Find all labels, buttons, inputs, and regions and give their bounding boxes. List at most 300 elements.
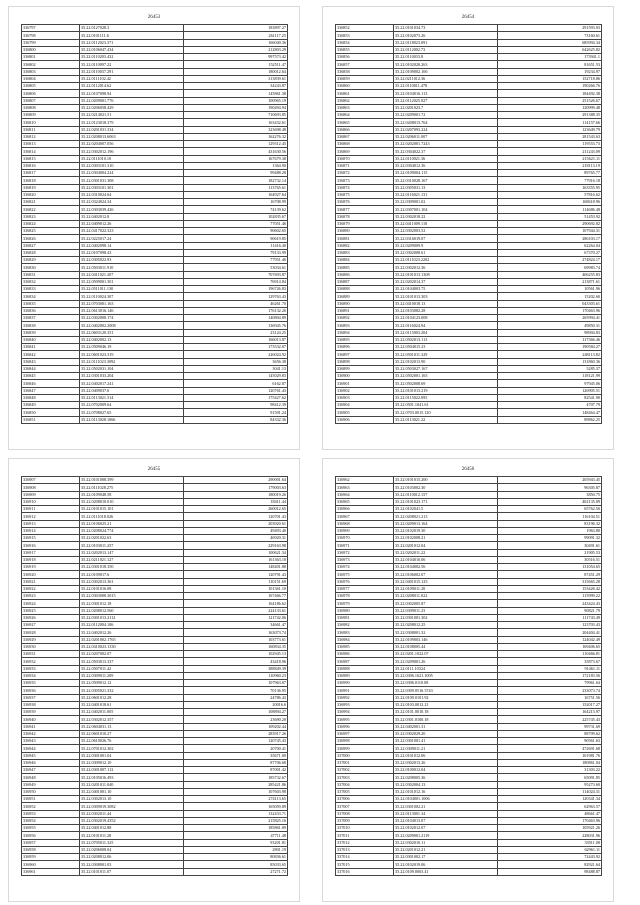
row-id-cell: 336898 xyxy=(336,358,394,365)
value-cell: 3041.13 xyxy=(184,365,288,372)
row-id-cell: 336895 xyxy=(336,336,394,343)
table-row xyxy=(22,622,288,629)
row-id-cell: 336899 xyxy=(336,365,394,372)
code-cell: 35.22.0302012.36 xyxy=(394,264,498,271)
row-id-cell: 336810 xyxy=(22,119,80,126)
table-row xyxy=(336,861,602,868)
table-row xyxy=(22,39,288,46)
value-cell: 283917.26 xyxy=(184,730,288,737)
row-id-cell: 336845 xyxy=(22,373,80,380)
value-cell: 33911.08 xyxy=(498,839,602,846)
code-cell: 35.22.0207093.224 xyxy=(394,126,498,133)
value-cell: 205943.45 xyxy=(498,477,602,484)
code-cell: 35.22.0502031.104 xyxy=(80,365,184,372)
table-row xyxy=(336,119,602,126)
code-cell: 35.22.0503011.910 xyxy=(80,264,184,271)
code-cell: 35.22.0109002.106 xyxy=(394,68,498,75)
table-row xyxy=(336,141,602,148)
code-cell: 35.22.0208010.010 xyxy=(80,498,184,505)
table-row xyxy=(336,191,602,198)
table-row xyxy=(22,701,288,708)
value-cell: 265994.41 xyxy=(498,315,602,322)
table-row xyxy=(22,803,288,810)
value-cell: 31303.22 xyxy=(498,767,602,774)
value-cell: 118121.99 xyxy=(498,373,602,380)
row-id-cell: 336985 xyxy=(336,643,394,650)
table-row xyxy=(336,300,602,307)
code-cell: 35.22.0206008.04 xyxy=(80,846,184,853)
table-row xyxy=(22,832,288,839)
value-cell: 163355.95 xyxy=(498,184,602,191)
table-row xyxy=(22,796,288,803)
code-cell: 35.22.0501011.329 xyxy=(394,351,498,358)
table-row xyxy=(22,170,288,177)
table-row xyxy=(336,694,602,701)
row-id-cell: 336862 xyxy=(336,97,394,104)
sheet-page-2 xyxy=(322,6,614,450)
row-id-cell: 336947 xyxy=(22,767,80,774)
value-cell: 110466.81 xyxy=(498,651,602,658)
row-id-cell: 336852 xyxy=(336,25,394,32)
row-id-cell: 336897 xyxy=(336,351,394,358)
row-id-cell: 336855 xyxy=(336,46,394,53)
value-cell: 77051.46 xyxy=(184,220,288,227)
table-row xyxy=(336,796,602,803)
code-cell: 35.22.0306.0110.08 xyxy=(394,680,498,687)
table-row xyxy=(336,600,602,607)
value-cell: 165059.89 xyxy=(184,803,288,810)
code-cell: 35.22.0301.0100.18 xyxy=(394,716,498,723)
row-id-cell: 336978 xyxy=(336,593,394,600)
code-cell: 35.22.0101011.07 xyxy=(80,868,184,875)
row-id-cell: 336923 xyxy=(22,593,80,600)
code-cell: 35.22.0302005.87 xyxy=(394,600,498,607)
code-cell: 35.22.0610026.76 xyxy=(80,738,184,745)
code-cell: 35.22.0302012.196 xyxy=(80,148,184,155)
table-row xyxy=(336,759,602,766)
row-id-cell: 336812 xyxy=(22,133,80,140)
row-id-cell: 336950 xyxy=(22,788,80,795)
value-cell: 290001.64 xyxy=(184,477,288,484)
value-cell: 215621.11 xyxy=(498,155,602,162)
table-row xyxy=(336,97,602,104)
value-cell: 180861.04 xyxy=(498,759,602,766)
table-row xyxy=(336,155,602,162)
code-cell: 35.22.0303101.301 xyxy=(80,184,184,191)
code-cell: 35.22.0708027.65 xyxy=(80,409,184,416)
value-cell: 23124.25 xyxy=(184,329,288,336)
value-cell: 281543.63 xyxy=(498,133,602,140)
value-cell: 164213.97 xyxy=(498,709,602,716)
code-cell: 35.22.0104003.75 xyxy=(394,286,498,293)
table-row xyxy=(336,491,602,498)
code-cell: 35.22.0208012.06 xyxy=(80,854,184,861)
table-row xyxy=(336,242,602,249)
table-row xyxy=(22,126,288,133)
table-row xyxy=(22,723,288,730)
value-cell: 406255.83 xyxy=(498,271,602,278)
table-row xyxy=(22,527,288,534)
value-cell: 120341.34 xyxy=(498,796,602,803)
code-cell: 35.22.0209001.2119 xyxy=(394,832,498,839)
row-id-cell: 336995 xyxy=(336,716,394,723)
value-cell: 90602.65 xyxy=(184,228,288,235)
table-row xyxy=(22,825,288,832)
value-cell: 180019.26 xyxy=(184,491,288,498)
table-row xyxy=(336,665,602,672)
code-cell: 35.22.0509046.19 xyxy=(80,344,184,351)
row-id-cell: 336885 xyxy=(336,264,394,271)
code-cell: 35.22.0103002.30 xyxy=(394,484,498,491)
code-cell: 35.22.0201031.334 xyxy=(80,126,184,133)
value-cell: 111743.49 xyxy=(498,614,602,621)
row-id-cell: 336829 xyxy=(22,257,80,264)
row-id-cell: 336921 xyxy=(22,578,80,585)
table-row xyxy=(22,817,288,824)
table-row xyxy=(336,868,602,875)
code-cell: 35.22.0304012.36 xyxy=(394,162,498,169)
table-row xyxy=(336,549,602,556)
table-row xyxy=(22,83,288,90)
row-id-cell: 336987 xyxy=(336,658,394,665)
value-cell: 274113.65 xyxy=(184,796,288,803)
value-cell: 47711.48 xyxy=(184,832,288,839)
table-row xyxy=(22,498,288,505)
value-cell: 1963.80 xyxy=(498,527,602,534)
table-row xyxy=(336,177,602,184)
value-cell: 53034.61 xyxy=(184,264,288,271)
table-row xyxy=(336,513,602,520)
row-id-cell: 337001 xyxy=(336,759,394,766)
value-cell: 107603.98 xyxy=(184,788,288,795)
code-cell: 35.22.0111023.3092 xyxy=(80,358,184,365)
row-id-cell: 336961 xyxy=(22,868,80,875)
code-cell: 35.22.0502001.165 xyxy=(394,373,498,380)
value-cell: 16708.99 xyxy=(184,199,288,206)
row-id-cell: 336801 xyxy=(22,54,80,61)
row-id-cell: 336858 xyxy=(336,68,394,75)
value-cell: 132433.71 xyxy=(184,810,288,817)
value-cell: 233073.74 xyxy=(498,687,602,694)
value-cell: 153426.42 xyxy=(498,585,602,592)
value-cell: 70136.95 xyxy=(184,687,288,694)
code-cell: 35.22.0417022.323 xyxy=(80,228,184,235)
code-cell: 35.22.0100012.04 xyxy=(394,767,498,774)
value-cell: 11416.40 xyxy=(184,242,288,249)
row-id-cell: 336846 xyxy=(22,380,80,387)
row-id-cell: 336951 xyxy=(22,796,80,803)
value-cell: 251526.67 xyxy=(498,97,602,104)
value-cell: 96305.87 xyxy=(498,484,602,491)
row-id-cell: 336949 xyxy=(22,781,80,788)
row-id-cell: 336940 xyxy=(22,716,80,723)
value-cell: 291593.03 xyxy=(498,25,602,32)
table-row xyxy=(336,373,602,380)
code-cell: 35.22.0208013.6063 xyxy=(80,133,184,140)
code-cell: 35.22.0302003.52 xyxy=(394,228,498,235)
code-cell: 35.22.0202011.22 xyxy=(394,549,498,556)
code-cell: 35.22.0102008.21 xyxy=(394,535,498,542)
row-id-cell: 336867 xyxy=(336,133,394,140)
value-cell: 148401.88 xyxy=(184,564,288,571)
row-id-cell: 336956 xyxy=(22,832,80,839)
code-cell: 35.22.0103.0012.21 xyxy=(394,701,498,708)
code-cell: 35.22.0307001.104 xyxy=(394,206,498,213)
value-cell: 224133.61 xyxy=(184,607,288,614)
value-cell: 110151.69 xyxy=(184,578,288,585)
code-cell: 35.22.0110097.22 xyxy=(80,61,184,68)
code-cell: 35.22.0208012.25 xyxy=(394,622,498,629)
row-id-cell: 336959 xyxy=(22,854,80,861)
data-table xyxy=(21,476,288,876)
table-row xyxy=(336,336,602,343)
row-id-cell: 336958 xyxy=(22,846,80,853)
code-cell: 35.22.0304004.224 xyxy=(80,170,184,177)
code-cell: 35.22.0303008.3015 xyxy=(80,593,184,600)
row-id-cell: 336880 xyxy=(336,228,394,235)
table-row xyxy=(22,54,288,61)
sheet-page-4 xyxy=(322,458,614,902)
row-id-cell: 336901 xyxy=(336,380,394,387)
code-cell: 35.22.0112004.106 xyxy=(80,622,184,629)
row-id-cell: 336904 xyxy=(336,402,394,409)
value-cell: 107963.07 xyxy=(184,680,288,687)
row-id-cell: 336806 xyxy=(22,90,80,97)
row-id-cell: 336894 xyxy=(336,329,394,336)
value-cell: 124042.49 xyxy=(498,636,602,643)
row-id-cell: 337010 xyxy=(336,825,394,832)
table-row xyxy=(336,162,602,169)
table-row xyxy=(22,286,288,293)
row-id-cell: 336996 xyxy=(336,723,394,730)
row-id-cell: 336937 xyxy=(22,694,80,701)
row-id-cell: 336999 xyxy=(336,745,394,752)
table-row xyxy=(22,257,288,264)
value-cell: 152017.27 xyxy=(498,701,602,708)
code-cell: 35.22.0202001.7243 xyxy=(394,141,498,148)
code-cell: 35.22.0302011.44 xyxy=(80,810,184,817)
value-cell: 5285.37 xyxy=(498,365,602,372)
value-cell: 27271.72 xyxy=(184,868,288,875)
code-cell: 35.22.0109.0003.41 xyxy=(394,868,498,875)
code-cell: 35.22.0118023.091 xyxy=(394,39,498,46)
value-cell: 402135.09 xyxy=(498,498,602,505)
table-row xyxy=(22,687,288,694)
value-cell: 145861.38 xyxy=(184,90,288,97)
table-row xyxy=(22,344,288,351)
value-cell: 185861.09 xyxy=(184,825,288,832)
value-cell: 98488.87 xyxy=(498,868,602,875)
row-id-cell: 336815 xyxy=(22,155,80,162)
table-row xyxy=(22,155,288,162)
table-row xyxy=(336,723,602,730)
table-row xyxy=(336,607,602,614)
row-id-cell: 336819 xyxy=(22,184,80,191)
code-cell: 35.22.0601023.319 xyxy=(80,351,184,358)
value-cell: 101361.10 xyxy=(184,585,288,592)
code-cell: 35.22.0411009.118 xyxy=(394,220,498,227)
row-id-cell: 336851 xyxy=(22,416,80,423)
row-id-cell: 336804 xyxy=(22,75,80,82)
value-cell: 120745.43 xyxy=(184,738,288,745)
value-cell: 313839.61 xyxy=(184,75,288,82)
value-cell: 140804.89 xyxy=(184,315,288,322)
value-cell: 4707.79 xyxy=(498,402,602,409)
table-row xyxy=(22,336,288,343)
table-row xyxy=(336,271,602,278)
code-cell: 35.22.0502008.69 xyxy=(394,380,498,387)
code-cell: 35.22.0202014.37 xyxy=(394,278,498,285)
value-cell: 65091.85 xyxy=(498,774,602,781)
table-row xyxy=(336,535,602,542)
value-cell: 1364.90 xyxy=(184,162,288,169)
table-row xyxy=(336,32,602,39)
code-cell: 35.22.0402012.26 xyxy=(80,629,184,636)
row-id-cell: 336798 xyxy=(22,32,80,39)
row-id-cell: 336890 xyxy=(336,300,394,307)
value-cell: 18411.44 xyxy=(184,498,288,505)
row-id-cell: 336972 xyxy=(336,549,394,556)
code-cell: 35.22.0601012.28 xyxy=(80,694,184,701)
code-cell: 35.22.0302019.4352 xyxy=(80,817,184,824)
code-cell: 35.22.0101111.6 xyxy=(80,32,184,39)
code-cell: 35.22.0302008.174 xyxy=(80,315,184,322)
code-cell: 35.22.0304022.37 xyxy=(394,148,498,155)
row-id-cell: 336982 xyxy=(336,622,394,629)
sheet-title: 26456 xyxy=(461,467,475,472)
value-cell: 62963.57 xyxy=(498,803,602,810)
row-id-cell: 336936 xyxy=(22,687,80,694)
value-cell: 710693.85 xyxy=(184,112,288,119)
value-cell: 180012.64 xyxy=(184,68,288,75)
row-id-cell: 336873 xyxy=(336,177,394,184)
code-cell: 35.22.0324024.34 xyxy=(80,199,184,206)
code-cell: 35.22.0410018.13 xyxy=(394,300,498,307)
code-cell: 35.22.0113001.34 xyxy=(394,810,498,817)
code-cell: 35.22.0201012.04 xyxy=(394,542,498,549)
value-cell: 162276.32 xyxy=(184,133,288,140)
value-cell: 183897.27 xyxy=(184,25,288,32)
code-cell: 35.22.0102012.07 xyxy=(394,825,498,832)
value-cell: 167466.77 xyxy=(184,593,288,600)
table-row xyxy=(22,184,288,191)
value-cell: 685994.34 xyxy=(498,39,602,46)
row-id-cell: 336837 xyxy=(22,315,80,322)
code-cell: 35.22.0112014.62 xyxy=(80,83,184,90)
table-row xyxy=(22,535,288,542)
code-cell: 35.22.0208021.213 xyxy=(394,513,498,520)
row-id-cell: 336872 xyxy=(336,170,394,177)
value-cell: 164927.64 xyxy=(184,191,288,198)
table-row xyxy=(22,571,288,578)
table-row xyxy=(22,351,288,358)
table-row xyxy=(22,658,288,665)
table-row xyxy=(22,162,288,169)
table-row xyxy=(336,658,602,665)
value-cell: 172183.56 xyxy=(498,672,602,679)
table-row xyxy=(22,199,288,206)
row-id-cell: 336882 xyxy=(336,242,394,249)
row-id-cell: 337004 xyxy=(336,781,394,788)
code-cell: 35.22.0301001.302 xyxy=(394,614,498,621)
code-cell: 35.22.0101023.171 xyxy=(394,498,498,505)
code-cell: 35.22.0309011.21 xyxy=(394,745,498,752)
value-cell: 15202.60 xyxy=(498,293,602,300)
row-id-cell: 336822 xyxy=(22,206,80,213)
table-row xyxy=(336,520,602,527)
row-id-cell: 336998 xyxy=(336,738,394,745)
table-row xyxy=(336,701,602,708)
code-cell: 35.22.0603120.351 xyxy=(80,329,184,336)
row-id-cell: 336820 xyxy=(22,191,80,198)
row-id-cell: 336843 xyxy=(22,358,80,365)
value-cell: 274824.17 xyxy=(498,257,602,264)
value-cell: 126905.51 xyxy=(498,387,602,394)
value-cell: 51453.92 xyxy=(498,213,602,220)
value-cell: 213871.61 xyxy=(498,278,602,285)
value-cell: 84332.36 xyxy=(184,416,288,423)
code-cell: 35.22.0104010.06 xyxy=(394,556,498,563)
value-cell: 62961.11 xyxy=(498,846,602,853)
row-id-cell: 336827 xyxy=(22,242,80,249)
code-cell: 35.22.0111102.42 xyxy=(80,75,184,82)
value-cell: 6162.87 xyxy=(184,380,288,387)
code-cell: 35.22.0109048.58 xyxy=(80,491,184,498)
table-row xyxy=(336,730,602,737)
row-id-cell: 336938 xyxy=(22,701,80,708)
table-row xyxy=(336,832,602,839)
row-id-cell: 336850 xyxy=(22,409,80,416)
table-row xyxy=(22,68,288,75)
table-row xyxy=(336,571,602,578)
table-row xyxy=(22,90,288,97)
row-id-cell: 336848 xyxy=(22,394,80,401)
row-id-cell: 336847 xyxy=(22,387,80,394)
code-cell: 35.22.0208024.774 xyxy=(80,527,184,534)
table-row xyxy=(336,409,602,416)
row-id-cell: 336929 xyxy=(22,636,80,643)
row-id-cell: 336964 xyxy=(336,491,394,498)
code-cell: 35.22.0204007.056 xyxy=(80,141,184,148)
row-id-cell: 336891 xyxy=(336,307,394,314)
value-cell: 184492.38 xyxy=(498,90,602,97)
table-row xyxy=(336,68,602,75)
table-row xyxy=(336,709,602,716)
value-cell: 129763.43 xyxy=(184,293,288,300)
value-cell: 116104.51 xyxy=(498,513,602,520)
value-cell: 119553.73 xyxy=(498,141,602,148)
value-cell: 388849.39 xyxy=(184,665,288,672)
code-cell: 35.22.0225017.24 xyxy=(80,235,184,242)
code-cell: 35.22.0111010.10 xyxy=(80,155,184,162)
table-row xyxy=(336,329,602,336)
table-row xyxy=(22,593,288,600)
value-cell: 170463.96 xyxy=(498,817,602,824)
value-cell: 168618.96 xyxy=(498,199,602,206)
code-cell: 35.22.0113021.314 xyxy=(80,394,184,401)
table-row xyxy=(336,213,602,220)
table-row xyxy=(22,585,288,592)
row-id-cell: 336919 xyxy=(22,564,80,571)
table-row xyxy=(336,249,602,256)
value-cell: 152511.47 xyxy=(184,61,288,68)
code-cell: 35.22.0302013.361 xyxy=(80,578,184,585)
table-row xyxy=(22,477,288,484)
value-cell: 76914.84 xyxy=(184,278,288,285)
data-table xyxy=(335,476,602,876)
value-cell: 81651.53 xyxy=(498,61,602,68)
row-id-cell: 337011 xyxy=(336,832,394,839)
